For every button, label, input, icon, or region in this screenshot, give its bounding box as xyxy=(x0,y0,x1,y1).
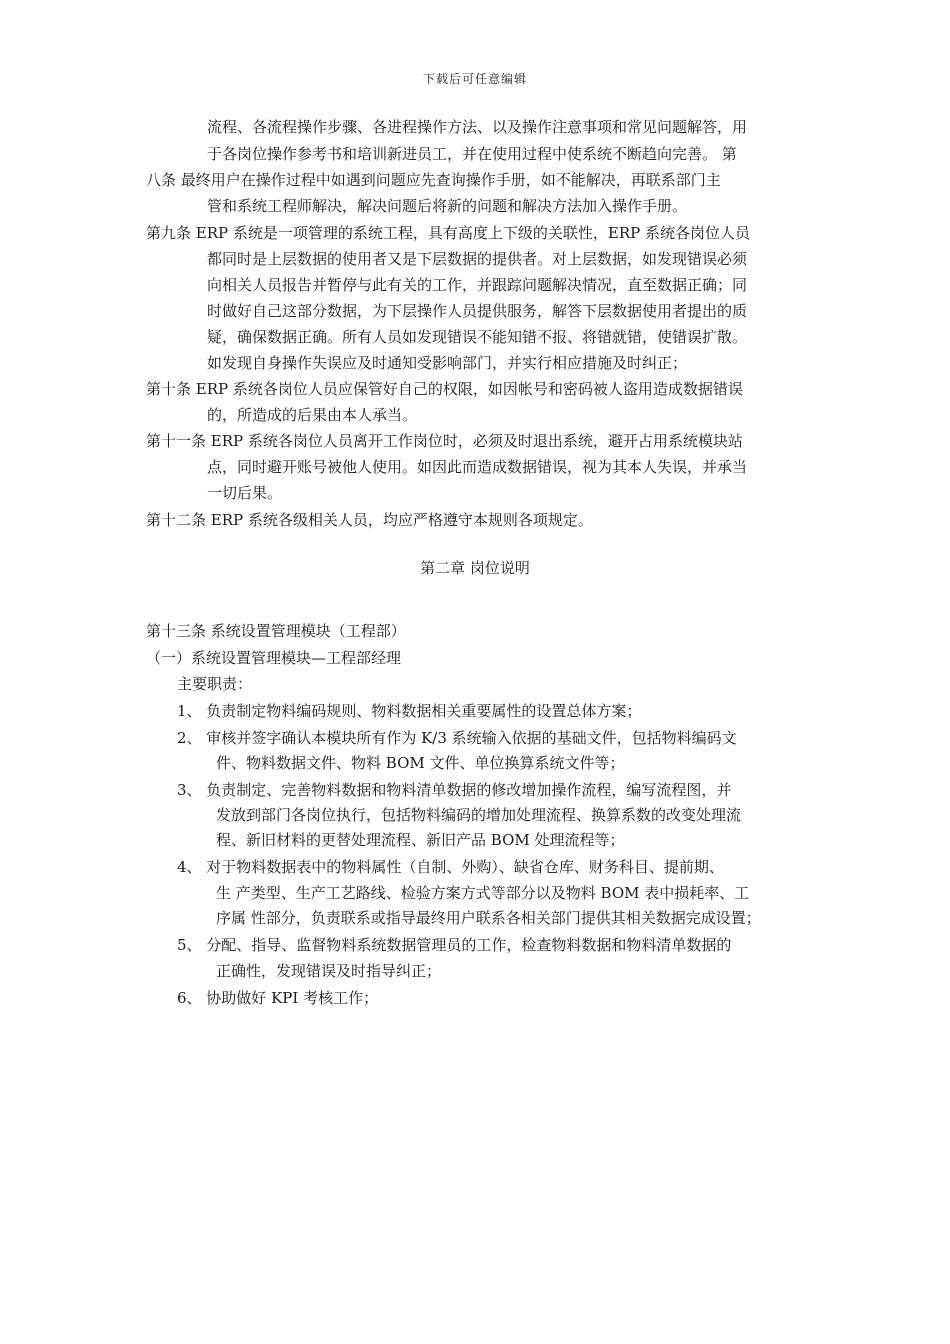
body-line: 一切后果。 xyxy=(207,484,283,502)
section-heading: 第十三条 系统设置管理模块（工程部） xyxy=(146,622,406,640)
body-line: 于各岗位操作参考书和培训新进员工，并在使用过程中使系统不断趋向完善。 第 xyxy=(207,145,737,163)
duties-label: 主要职责： xyxy=(177,675,253,693)
body-line: 点，同时避开账号被他人使用。如因此而造成数据错误，视为其本人失误，并承当 xyxy=(207,458,748,476)
body-line: 都同时是上层数据的使用者又是下层数据的提供者。对上层数据，如发现错误必须 xyxy=(207,250,748,268)
body-line: 如发现自身操作失误应及时通知受影响部门，并实行相应措施及时纠正； xyxy=(207,354,688,372)
list-item: 5、 分配、指导、监督物料系统数据管理员的工作，检查物料数据和物料清单数据的 xyxy=(177,936,732,954)
body-line: 第十二条 ERP 系统各级相关人员，均应严格遵守本规则各项规定。 xyxy=(146,511,593,529)
body-line: 八条 最终用户在操作过程中如遇到问题应先查询操作手册，如不能解决，再联系部门主 xyxy=(146,171,721,189)
list-item: 6、 协助做好 KPI 考核工作； xyxy=(177,989,379,1007)
body-line: 向相关人员报告并暂停与此有关的工作，并跟踪问题解决情况，直至数据正确；同 xyxy=(207,276,748,294)
page-header: 下载后可任意编辑 xyxy=(422,72,527,86)
subsection-heading: （一）系统设置管理模块—工程部经理 xyxy=(146,649,402,667)
list-item-continuation: 序属 性部分，负责联系或指导最终用户联系各相关部门提供其相关数据完成设置； xyxy=(216,909,761,927)
chapter-title: 第二章 岗位说明 xyxy=(420,559,530,577)
body-line: 流程、各流程操作步骤、各进程操作方法、以及操作注意事项和常见问题解答，用 xyxy=(207,118,748,136)
body-line: 第十一条 ERP 系统各岗位人员离开工作岗位时，必须及时退出系统，避开占用系统模块站 xyxy=(146,432,743,450)
list-item: 1、 负责制定物料编码规则、物料数据相关重要属性的设置总体方案； xyxy=(177,702,642,720)
body-line: 管和系统工程师解决，解决问题后将新的问题和解决方法加入操作手册。 xyxy=(207,197,688,215)
list-item: 2、 审核并签字确认本模块所有作为 K/3 系统输入依据的基础文件，包括物料编码文 xyxy=(177,729,737,747)
body-line: 时做好自己这部分数据，为下层操作人员提供服务，解答下层数据使用者提出的质 xyxy=(207,302,748,320)
body-line: 疑，确保数据正确。所有人员如发现错误不能知错不报、将错就错，使错误扩散。 xyxy=(207,328,748,346)
list-item-continuation: 件、物料数据文件、物料 BOM 文件、单位换算系统文件等； xyxy=(216,754,625,772)
list-item: 4、 对于物料数据表中的物料属性（自制、外购）、缺省仓库、财务科目、提前期、 xyxy=(177,858,724,876)
body-line: 第九条 ERP 系统是一项管理的系统工程，具有高度上下级的关联性，ERP 系统各岗位人员 xyxy=(146,224,750,242)
list-item-continuation: 程、新旧材料的更替处理流程、新旧产品 BOM 处理流程等； xyxy=(216,831,625,849)
body-line: 的，所造成的后果由本人承当。 xyxy=(207,406,418,424)
list-item-continuation: 生 产类型、生产工艺路线、检验方案方式等部分以及物料 BOM 表中损耗率、工 xyxy=(216,884,750,902)
body-line: 第十条 ERP 系统各岗位人员应保管好自己的权限，如因帐号和密码被人盗用造成数据错误 xyxy=(146,380,743,398)
list-item: 3、 负责制定、完善物料数据和物料清单数据的修改增加操作流程，编写流程图，并 xyxy=(177,781,732,799)
list-item-continuation: 发放到部门各岗位执行，包括物料编码的增加处理流程、换算系数的改变处理流 xyxy=(216,806,742,824)
list-item-continuation: 正确性，发现错误及时指导纠正； xyxy=(216,962,442,980)
